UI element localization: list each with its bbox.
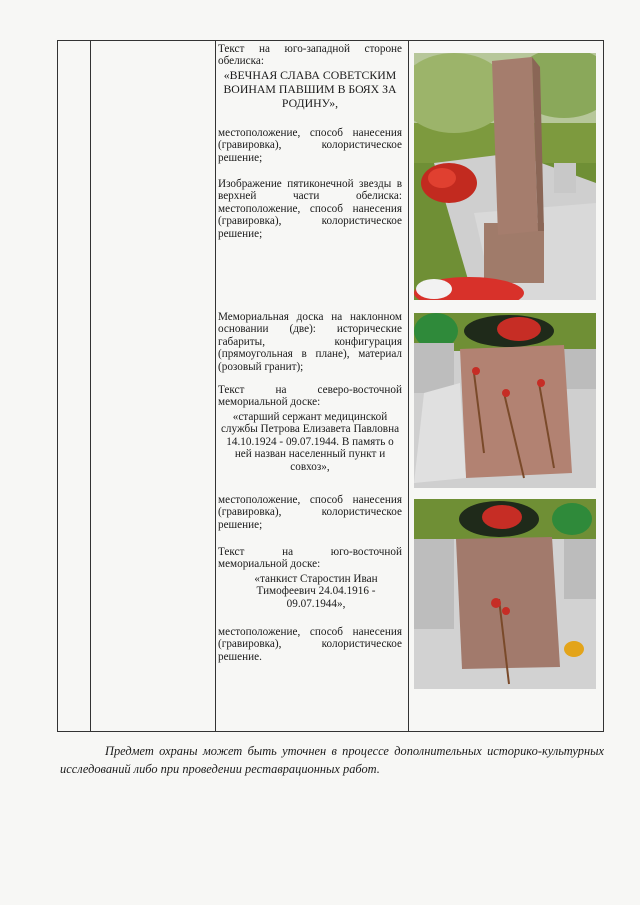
southeast-plaque-photo xyxy=(414,499,596,689)
ne-inscription-intro: Текст на северо-восточной мемориальной доске: xyxy=(218,384,402,409)
column-divider xyxy=(408,41,409,731)
sw-inscription-method: местоположение, способ нанесения (гравировка), колористическое решение; xyxy=(218,127,402,164)
star-description: Изображение пятиконечной звезды в верхней части обелиска: местоположение, способ нанесения (гравировка), колористическое решение; xyxy=(218,178,402,240)
plaques-description: Мемориальная доска на наклонном основании (две): исторические габариты, конфигурация (прямоугольная в плане), материал (розовый гранит); xyxy=(218,311,402,373)
obelisk-photo xyxy=(414,53,596,300)
se-inscription-quote: «танкист Старостин Иван Тимофеевич 24.04.1916 - 09.07.1944», xyxy=(254,573,378,610)
northeast-plaque-photo xyxy=(414,313,596,488)
column-divider xyxy=(215,41,216,731)
column-divider xyxy=(90,41,91,731)
footnote: Предмет охраны может быть уточнен в процессе дополнительных историко-культурных исследований либо при проведении реставрационных работ. xyxy=(60,744,604,776)
protection-table xyxy=(57,40,604,732)
se-inscription-intro: Текст на юго-восточной мемориальной доске: xyxy=(218,546,402,571)
ne-inscription-quote: «старший сержант медицинской службы Петрова Елизавета Павловна 14.10.1924 - 09.07.1944. В память о ней назван населенный пункт и совхоз», xyxy=(220,411,400,473)
sw-inscription-intro: Текст на юго-западной стороне обелиска: xyxy=(218,43,402,68)
se-inscription-method: местоположение, способ нанесения (гравировка), колористическое решение. xyxy=(218,626,402,663)
ne-inscription-method: местоположение, способ нанесения (гравировка), колористическое решение; xyxy=(218,494,402,531)
sw-inscription-quote: «ВЕЧНАЯ СЛАВА СОВЕТСКИМ ВОИНАМ ПАВШИМ В БОЯХ ЗА РОДИНУ», xyxy=(223,68,397,110)
